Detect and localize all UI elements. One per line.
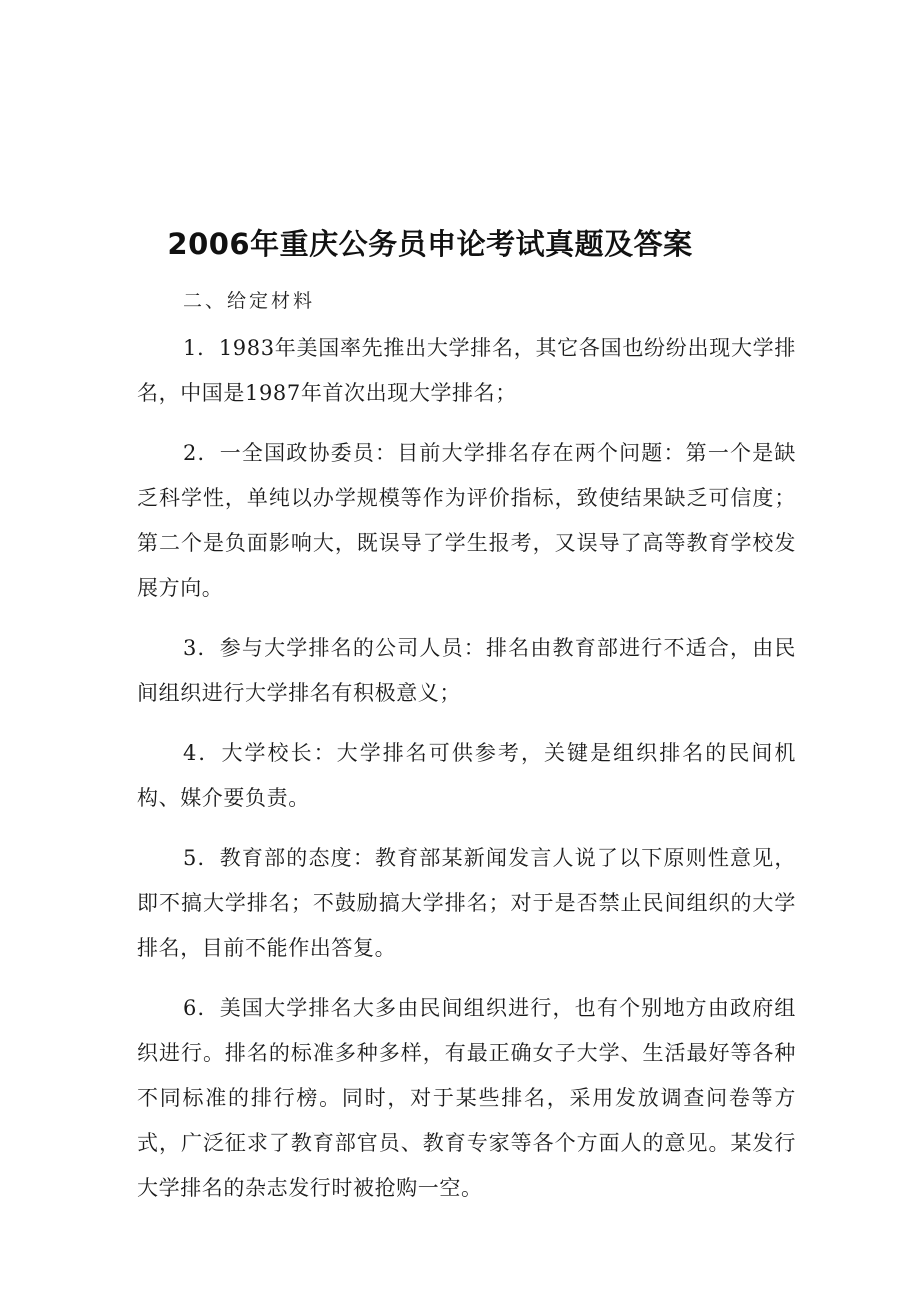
paragraph-2 (137, 431, 796, 611)
paragraph-text: 参与大学排名的公司人员：排名由教育部进行不适合，由民间组织进行大学排名有积极意义； (137, 636, 796, 705)
document-body (137, 326, 796, 1226)
paragraph-number: 1． (183, 336, 219, 360)
paragraph-number: 3． (183, 636, 220, 660)
paragraph-6 (137, 986, 796, 1211)
paragraph-1 (137, 326, 796, 416)
paragraph-number: 5． (183, 846, 220, 870)
paragraph-text: 大学校长：大学排名可供参考，关键是组织排名的民间机构、媒介要负责。 (137, 741, 797, 810)
document-title: 2006年重庆公务员申论考试真题及答案 (167, 227, 693, 261)
paragraph-text: 1983年美国率先推出大学排名，其它各国也纷纷出现大学排名，中国是1987年首次出现大学排名； (137, 336, 796, 405)
paragraph-5 (137, 836, 796, 971)
paragraph-text: 教育部的态度：教育部某新闻发言人说了以下原则性意见，即不搞大学排名；不鼓励搞大学排名；对于是否禁止民间组织的大学排名，目前不能作出答复。 (137, 846, 796, 960)
paragraph-4 (137, 731, 796, 821)
paragraph-3 (137, 626, 796, 716)
paragraph-number: 4． (183, 741, 222, 765)
paragraph-number: 6． (183, 996, 220, 1020)
paragraph-number: 2． (183, 441, 220, 465)
section-heading: 二、给定材料 (183, 290, 316, 312)
paragraph-text: 美国大学排名大多由民间组织进行，也有个别地方由政府组织进行。排名的标准多种多样，有最正确女子大学、生活最好等各种不同标准的排行榜。同时，对于某些排名，采用发放调查问卷等方式，广泛征求了教育部官员、教育专家等各个方面人的意见。某发行大学排名的杂志发行时被抢购一空。 (137, 996, 796, 1200)
paragraph-text: 一全国政协委员：目前大学排名存在两个问题：第一个是缺乏科学性，单纯以办学规模等作为评价指标，致使结果缺乏可信度；第二个是负面影响大，既误导了学生报考，又误导了高等教育学校发展方向。 (137, 441, 796, 600)
